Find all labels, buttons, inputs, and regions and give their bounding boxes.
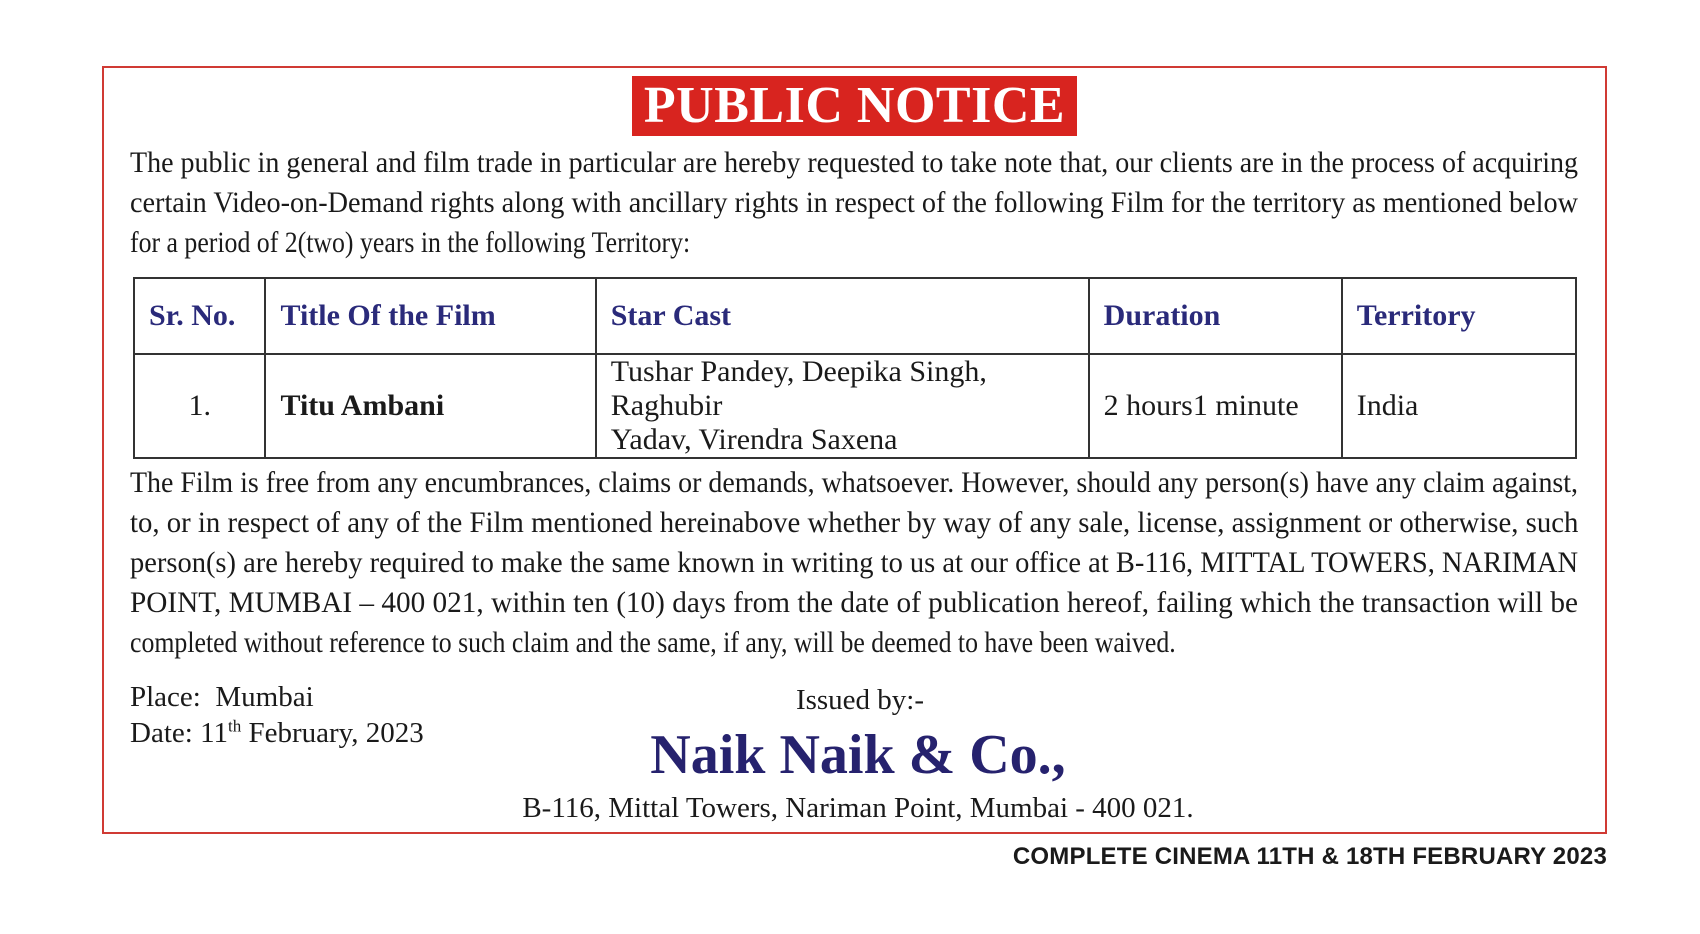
header-sr-no: Sr. No. (134, 278, 265, 354)
header-duration: Duration (1089, 278, 1342, 354)
film-details-table (133, 277, 1577, 459)
place-label: Place: (130, 681, 201, 713)
header-title: Title Of the Film (265, 278, 595, 354)
header-star-cast: Star Cast (596, 278, 1089, 354)
header-territory: Territory (1342, 278, 1576, 354)
intro-line: for a period of 2(two) years in the following Territory: (130, 226, 691, 259)
cell-film-title: Titu Ambani (265, 354, 595, 458)
body-line: The Film is free from any encumbrances, claims or demands, whatsoever. However, should any person(s) have any claim against, (130, 466, 1578, 499)
body-line: POINT, MUMBAI – 400 021, within ten (10) days from the date of publication hereof, failing which the transaction will be (130, 586, 1578, 619)
publication-footer: COMPLETE CINEMA 11TH & 18TH FEBRUARY 2023 (1012, 843, 1607, 870)
cell-territory: India (1342, 354, 1576, 458)
table-header-row (134, 278, 1576, 354)
intro-line: certain Video-on-Demand rights along with ancillary rights in respect of the following Film for the territory as mentioned below (130, 186, 1578, 219)
star-cast-line: Tushar Pandey, Deepika Singh, Raghubir (610, 355, 987, 422)
body-line: person(s) are hereby required to make the same known in writing to us at our office at B-116, MITTAL TOWERS, NARIMAN (130, 546, 1579, 579)
notice-title-banner (632, 76, 1077, 136)
body-line: to, or in respect of any of the Film mentioned hereinabove whether by way of any sale, license, assignment or otherwise, such (130, 506, 1579, 539)
body-line: completed without reference to such claim and the same, if any, will be deemed to have been waived. (130, 626, 1176, 659)
cell-duration: 2 hours1 minute (1089, 354, 1342, 458)
cell-star-cast (596, 354, 1089, 458)
star-cast-line: Yadav, Virendra Saxena (610, 423, 898, 456)
date-rest: February, 2023 (248, 717, 424, 749)
intro-line: The public in general and film trade in particular are hereby requested to take note that, our clients are in the process of acquiring (130, 146, 1579, 179)
issued-by-label: Issued by:- (795, 684, 925, 716)
cell-sr-no: 1. (134, 354, 265, 458)
date-day: 11 (200, 717, 228, 749)
body-paragraph (130, 463, 1578, 663)
intro-paragraph (130, 143, 1578, 263)
firm-address: B-116, Mittal Towers, Nariman Point, Mumbai - 400 021. (522, 792, 1194, 824)
place-value: Mumbai (215, 681, 314, 713)
date-label: Date: (130, 717, 193, 749)
notice-title: PUBLIC NOTICE (643, 77, 1066, 134)
date-suffix: th (228, 716, 242, 736)
table-row (134, 354, 1576, 458)
firm-name: Naik Naik & Co., (650, 724, 1066, 786)
